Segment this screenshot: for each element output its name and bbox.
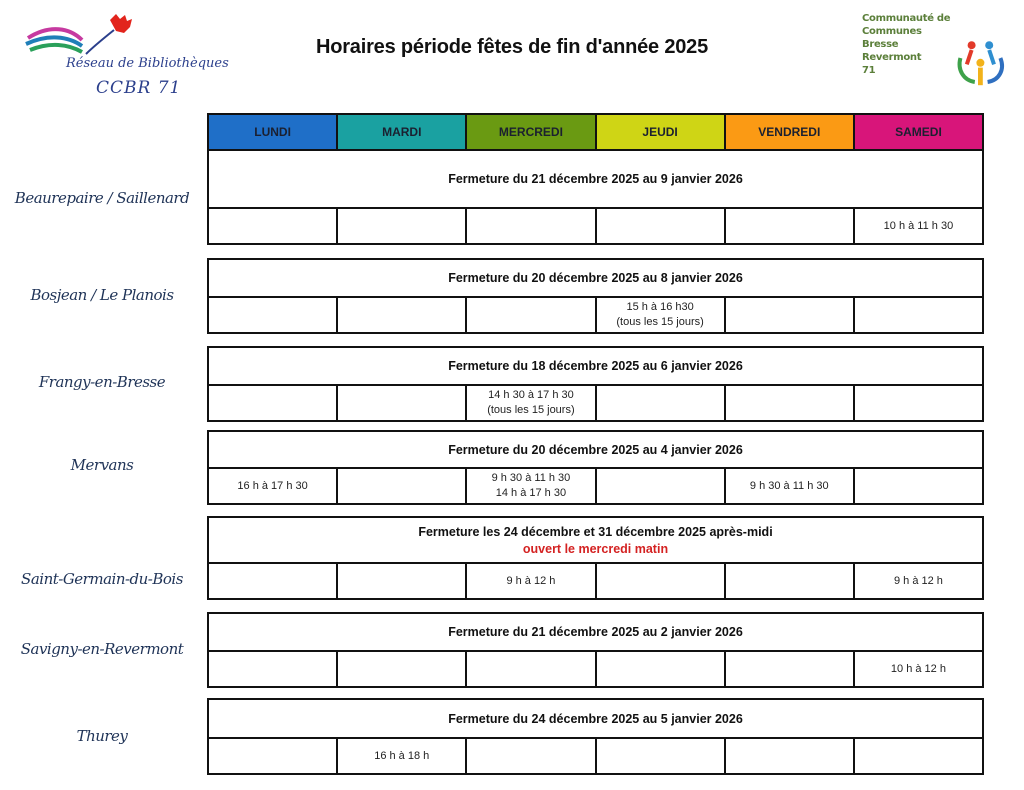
library-schedule-block [207, 149, 984, 245]
hours-cell-samedi [855, 386, 982, 420]
hours-cell-jeudi [597, 386, 726, 420]
closure-row [209, 614, 982, 652]
ccbr-logo-line: Communauté de [862, 13, 951, 24]
library-schedule-block [207, 430, 984, 505]
library-name: Frangy-en-Bresse [38, 373, 166, 391]
hours-cell-mercredi [467, 298, 596, 332]
hours-cell-vendredi [726, 652, 855, 686]
library-schedule-block [207, 346, 984, 422]
hours-text: 15 h à 16 h30 [626, 301, 694, 313]
closure-row [209, 348, 982, 386]
hours-cell-vendredi [726, 739, 855, 773]
closure-row [209, 432, 982, 469]
hours-cell-samedi [855, 652, 982, 686]
people-figures-icon [954, 30, 1010, 94]
closure-row [209, 518, 982, 564]
closure-row [209, 151, 982, 209]
page-title: Horaires période fêtes de fin d'année 2025 [315, 36, 709, 58]
library-name: Saint-Germain-du-Bois [21, 570, 183, 588]
days-header [207, 113, 984, 151]
hours-cell-mercredi [467, 564, 596, 598]
library-name: Mervans [70, 456, 134, 474]
hours-text: 10 h à 12 h [890, 662, 946, 675]
hours-cell-jeudi [597, 298, 726, 332]
hours-text: 14 h 30 à 17 h 30 [488, 389, 574, 401]
hours-cell-vendredi [726, 298, 855, 332]
day-header-lundi: LUNDI [209, 115, 338, 149]
hours-cell-jeudi [597, 652, 726, 686]
closure-text: Fermeture du 20 décembre 2025 au 4 janvier 2026 [448, 442, 743, 457]
hours-text: 10 h à 11 h 30 [883, 219, 954, 232]
hours-cell-lundi [209, 298, 338, 332]
hours-cell-lundi [209, 469, 338, 503]
hours-cell-samedi [855, 739, 982, 773]
hours-row [209, 209, 982, 243]
day-header-jeudi: JEUDI [597, 115, 726, 149]
hours-cell-vendredi [726, 564, 855, 598]
ccbr-logo-line: Revermont [862, 52, 922, 63]
hours-cell-vendredi [726, 209, 855, 243]
hours-row [209, 564, 982, 598]
hours-cell-jeudi [597, 739, 726, 773]
hours-text: (tous les 15 jours) [487, 404, 575, 416]
hours-cell-mardi [338, 386, 467, 420]
hours-row [209, 469, 982, 503]
hours-text: 9 h 30 à 11 h 30 [749, 479, 829, 492]
hours-cell-mardi [338, 564, 467, 598]
ccbr-logo-line: 71 [862, 65, 876, 76]
library-name: Savigny-en-Revermont [20, 640, 184, 658]
hours-cell-mercredi [467, 652, 596, 686]
closure-row [209, 260, 982, 298]
hours-row [209, 739, 982, 773]
library-name: Thurey [76, 727, 128, 745]
hours-cell-mardi [338, 652, 467, 686]
logo-left-line2: CCBR 71 [96, 78, 182, 98]
hours-cell-mercredi [467, 209, 596, 243]
library-name: Beaurepaire / Saillenard [14, 189, 190, 207]
hours-cell-lundi [209, 739, 338, 773]
closure-note: ouvert le mercredi matin [522, 541, 669, 556]
hours-cell-samedi [855, 469, 982, 503]
hours-row [209, 298, 982, 332]
closure-text: Fermeture du 21 décembre 2025 au 2 janvier 2026 [448, 625, 743, 639]
hours-text: 9 h 30 à 11 h 30 [491, 472, 571, 484]
ccbr-logo [862, 12, 1012, 98]
library-schedule-block [207, 612, 984, 688]
ccbr-logo-line: Bresse [862, 39, 899, 50]
hours-cell-mardi [338, 298, 467, 332]
closure-text: Fermeture du 21 décembre 2025 au 9 janvier 2026 [448, 172, 743, 186]
day-header-mardi: MARDI [338, 115, 467, 149]
hours-cell-vendredi [726, 386, 855, 420]
logo-left-line1: Réseau de Bibliothèques [66, 56, 229, 71]
library-schedule-block [207, 698, 984, 775]
closure-text: Fermeture du 24 décembre 2025 au 5 janvier 2026 [448, 711, 743, 726]
hours-text: 9 h à 12 h [893, 574, 943, 587]
closure-row [209, 700, 982, 739]
hours-cell-jeudi [597, 209, 726, 243]
hours-text: 16 h à 17 h 30 [237, 479, 308, 492]
hours-cell-vendredi [726, 469, 855, 503]
hours-text: 14 h à 17 h 30 [495, 487, 567, 499]
hours-cell-mercredi [467, 739, 596, 773]
day-header-samedi: SAMEDI [855, 115, 982, 149]
closure-text: Fermeture les 24 décembre et 31 décembre 2025 après-midi [418, 524, 773, 539]
hours-cell-mercredi [467, 386, 596, 420]
day-header-vendredi: VENDREDI [726, 115, 855, 149]
hours-cell-jeudi [597, 469, 726, 503]
hours-cell-lundi [209, 209, 338, 243]
hours-cell-lundi [209, 564, 338, 598]
hours-cell-lundi [209, 386, 338, 420]
closure-text: Fermeture du 20 décembre 2025 au 8 janvier 2026 [448, 271, 743, 285]
hours-row [209, 652, 982, 686]
hours-cell-mardi [338, 739, 467, 773]
hours-text: (tous les 15 jours) [616, 316, 704, 328]
hours-text: 9 h à 12 h [506, 574, 556, 587]
reseau-bibliotheques-logo [20, 10, 230, 104]
rooster-logo-icon [20, 10, 230, 56]
hours-cell-samedi [855, 564, 982, 598]
hours-cell-lundi [209, 652, 338, 686]
hours-cell-mercredi [467, 469, 596, 503]
closure-text: Fermeture du 18 décembre 2025 au 6 janvier 2026 [448, 359, 743, 373]
library-schedule-block [207, 516, 984, 600]
hours-text: 16 h à 18 h [374, 749, 430, 762]
library-name: Bosjean / Le Planois [30, 286, 174, 304]
day-header-mercredi: MERCREDI [467, 115, 596, 149]
ccbr-logo-line: Communes [862, 26, 922, 37]
library-schedule-block [207, 258, 984, 334]
hours-cell-mardi [338, 469, 467, 503]
hours-row [209, 386, 982, 420]
hours-cell-jeudi [597, 564, 726, 598]
ccbr-logo-text [862, 12, 950, 77]
hours-cell-samedi [855, 298, 982, 332]
hours-cell-mardi [338, 209, 467, 243]
hours-cell-samedi [855, 209, 982, 243]
